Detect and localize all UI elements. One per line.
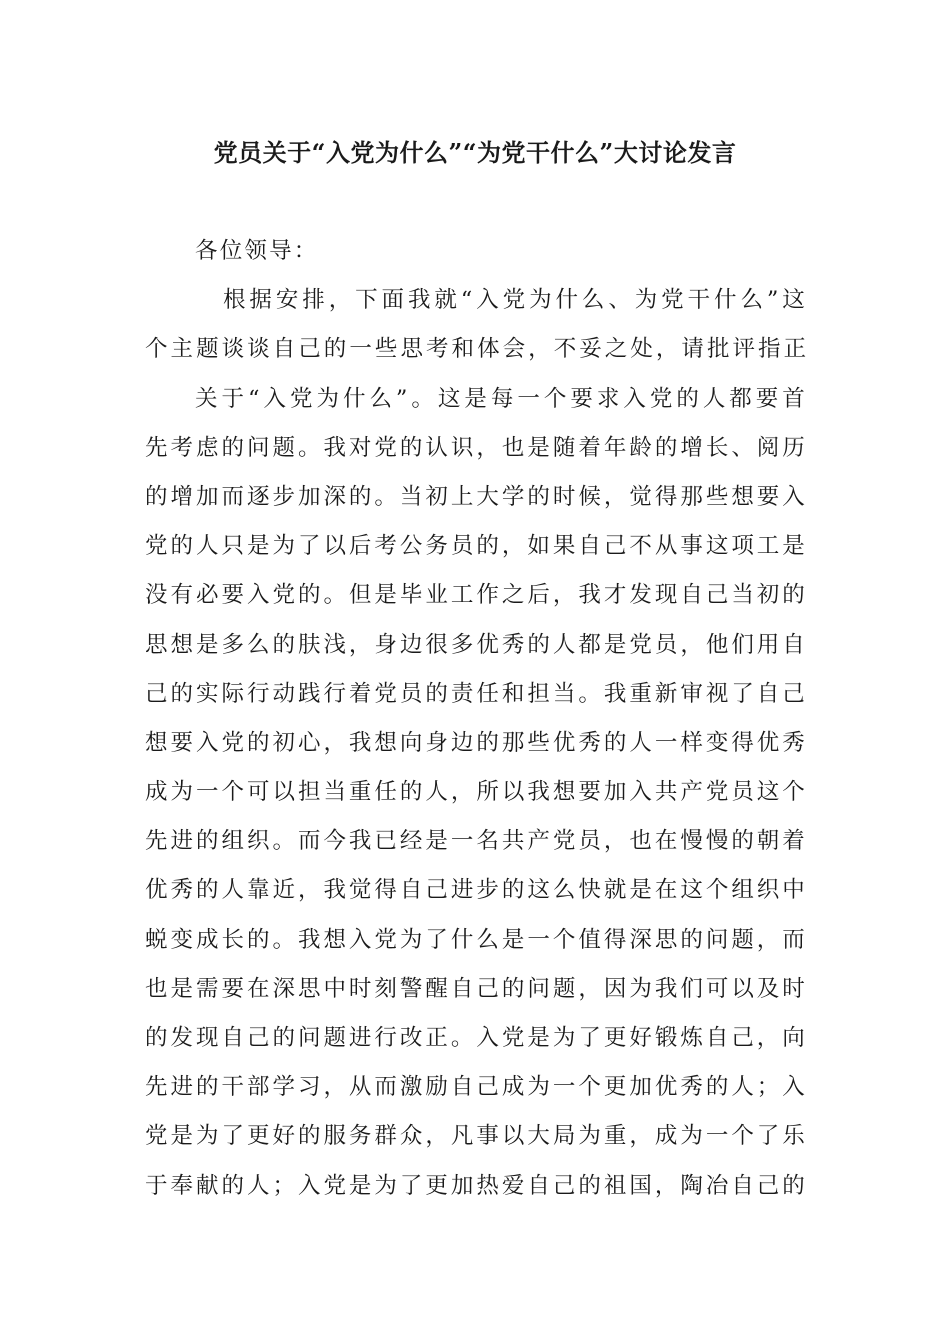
paragraph-line: 优秀的人靠近，我觉得自己进步的这么快就是在这个组织中 bbox=[145, 877, 807, 904]
paragraph-line: 关于“入党为什么”。这是每一个要求入党的人都要首 bbox=[195, 385, 807, 412]
paragraph-line: 先进的组织。而今我已经是一名共产党员，也在慢慢的朝着 bbox=[145, 828, 807, 855]
paragraph-line: 的发现自己的问题进行改正。入党是为了更好锻炼自己，向 bbox=[145, 1025, 807, 1051]
paragraph-line: 想要入党的初心，我想向身边的那些优秀的人一样变得优秀 bbox=[145, 729, 807, 756]
salutation: 各位领导： bbox=[195, 238, 319, 264]
paragraph-line: 的增加而逐步加深的。当初上大学的时候，觉得那些想要入 bbox=[145, 483, 807, 510]
paragraph-line: 先考虑的问题。我对党的认识，也是随着年龄的增长、阅历 bbox=[145, 434, 807, 461]
paragraph-line: 蜕变成长的。我想入党为了什么是一个值得深思的问题，而 bbox=[145, 926, 807, 953]
paragraph-line: 先进的干部学习，从而激励自己成为一个更加优秀的人；入 bbox=[145, 1074, 807, 1101]
paragraph-line: 党是为了更好的服务群众，凡事以大局为重，成为一个了乐 bbox=[145, 1123, 807, 1150]
paragraph-line: 思想是多么的肤浅，身边很多优秀的人都是党员，他们用自 bbox=[145, 631, 807, 658]
paragraph-line: 根据安排，下面我就“入党为什么、为党干什么”这 bbox=[223, 287, 807, 314]
document-title: 党员关于“入党为什么”“为党干什么”大讨论发言 bbox=[213, 138, 737, 167]
paragraph-line: 于奉献的人；入党是为了更加热爱自己的祖国，陶冶自己的 bbox=[145, 1172, 807, 1199]
paragraph-line: 没有必要入党的。但是毕业工作之后，我才发现自己当初的 bbox=[145, 582, 807, 609]
paragraph-line: 党的人只是为了以后考公务员的，如果自己不从事这项工是 bbox=[145, 533, 807, 560]
paragraph-line: 己的实际行动践行着党员的责任和担当。我重新审视了自己 bbox=[145, 680, 807, 707]
paragraph-line: 也是需要在深思中时刻警醒自己的问题，因为我们可以及时 bbox=[145, 975, 807, 1002]
document-body bbox=[145, 236, 807, 1220]
paragraph-line: 成为一个可以担当重任的人，所以我想要加入共产党员这个 bbox=[145, 779, 807, 806]
paragraph-line: 个主题谈谈自己的一些思考和体会，不妥之处，请批评指正 bbox=[145, 336, 807, 363]
